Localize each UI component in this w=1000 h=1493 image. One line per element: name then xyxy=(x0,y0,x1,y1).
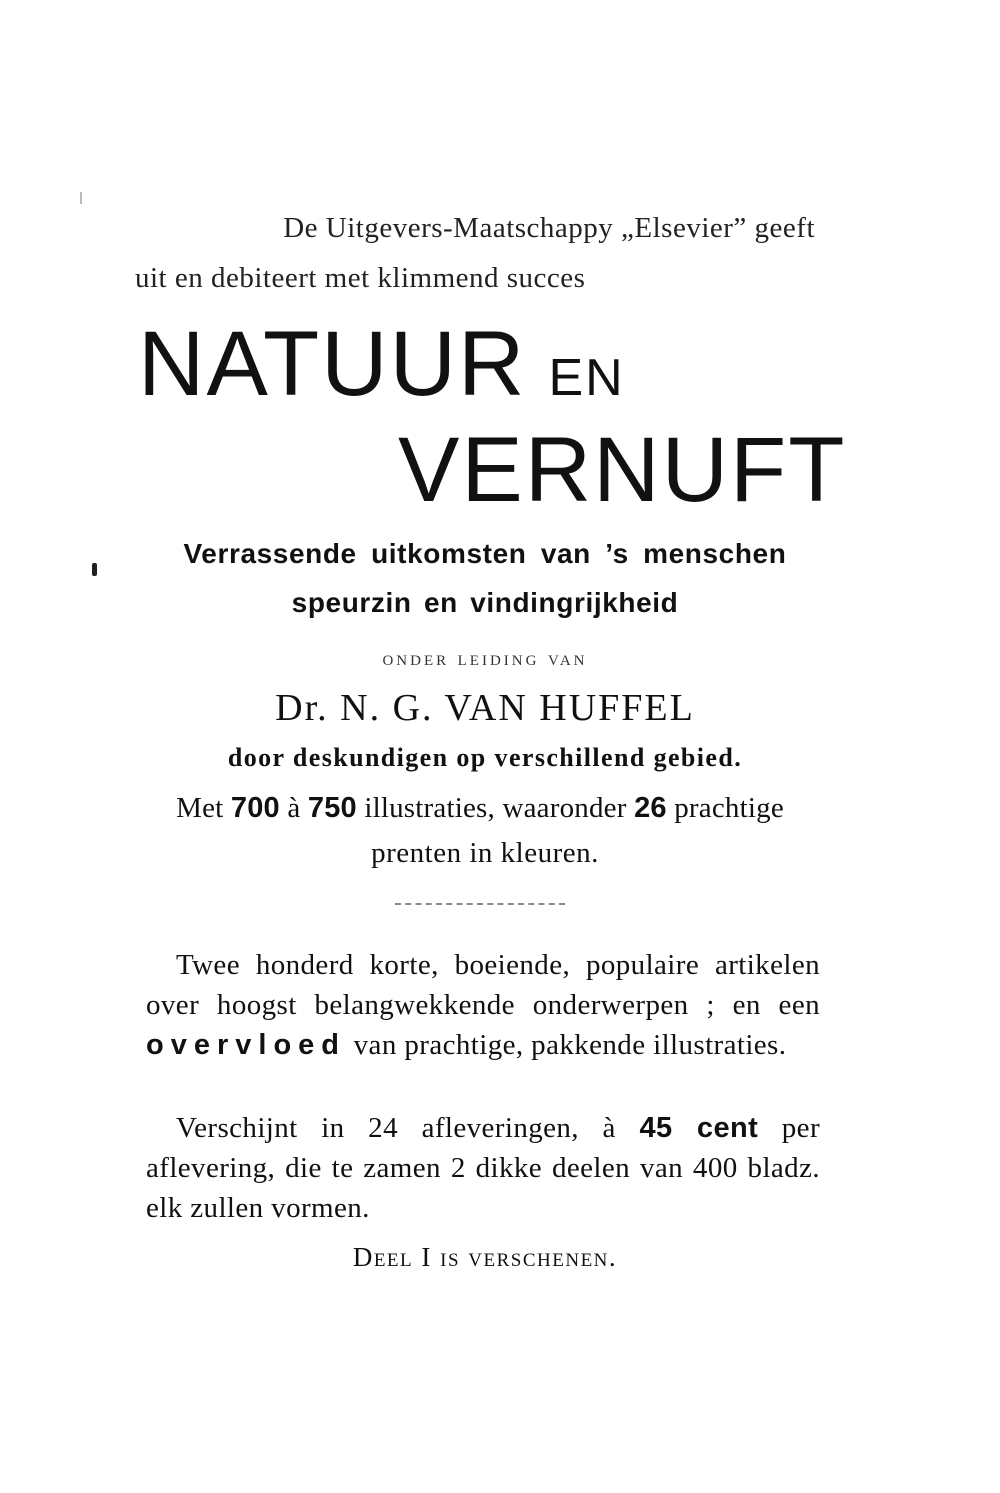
leadership-label: onder leiding van xyxy=(382,645,588,670)
experts-line: door deskundigen op verschillend gebied. xyxy=(227,743,743,772)
paragraph-issues xyxy=(146,1108,820,1228)
paragraph-articles-text: Twee honderd korte, boeiende, populaire artikelen over hoogst belangwekkende onderwerpen ; en een xyxy=(146,949,820,1021)
paragraph-issues-text: Verschijnt in 24 afleveringen, à xyxy=(176,1112,616,1144)
illustrations-prefix: Met xyxy=(176,792,224,824)
editor-name: Dr. N. G. VAN HUFFEL xyxy=(275,687,695,729)
paragraph-articles-tail: van prachtige, pakkende illustraties. xyxy=(353,1029,787,1061)
illustrations-count-high: 750 xyxy=(307,792,357,824)
print-speck xyxy=(92,563,97,576)
paragraph-issues-price: 45 cent xyxy=(639,1112,759,1144)
paragraph-articles-emphasis: overvloed xyxy=(146,1029,346,1061)
illustrations-suffix: prachtige xyxy=(674,792,784,824)
subtitle-line-2: speurzin en vindingrijkheid xyxy=(291,587,679,618)
intro-line-1: De Uitgevers-Maatschappy „Elsevier” geeft xyxy=(283,212,815,244)
title-word-vernuft: VERNUFT xyxy=(398,419,847,521)
title-word-en: EN xyxy=(548,349,625,407)
print-speck xyxy=(80,192,82,204)
illustrations-line-2: prenten in kleuren. xyxy=(371,837,599,869)
divider-rule xyxy=(395,903,565,908)
illustrations-plates: 26 xyxy=(634,792,667,824)
paragraph-issues-tail: per aflevering, die te zamen 2 dikke deelen van 400 bladz. elk zullen vormen. xyxy=(146,1112,821,1224)
illustrations-count-low: 700 xyxy=(230,792,280,824)
illustrations-line-1 xyxy=(135,792,825,825)
published-notice: Deel I is verschenen. xyxy=(352,1242,618,1272)
illustrations-middle: illustraties, waaronder xyxy=(364,792,627,824)
title-word-natuur: NATUUR xyxy=(138,313,527,415)
paragraph-articles xyxy=(146,945,820,1065)
illustrations-a: à xyxy=(287,792,301,824)
intro-line-2: uit en debiteert met klimmend succes xyxy=(135,262,586,294)
title-line-1 xyxy=(138,313,625,415)
subtitle-line-1: Verrassende uitkomsten van ’s menschen xyxy=(183,538,787,569)
